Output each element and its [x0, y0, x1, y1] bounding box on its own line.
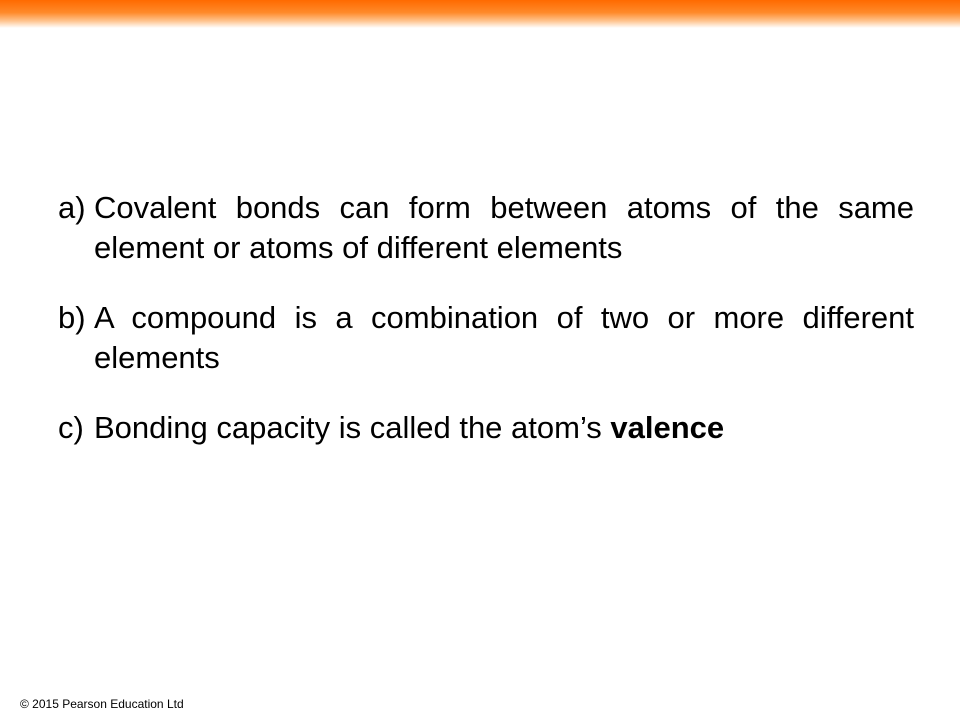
list-item-a — [58, 188, 914, 268]
copyright-footer: © 2015 Pearson Education Ltd — [20, 697, 184, 711]
list-item-b — [58, 298, 914, 378]
list-marker-c: c) — [58, 410, 84, 445]
list-text-c — [94, 408, 914, 448]
list-text-a: Covalent bonds can form between atoms of the same element or atoms of different elements — [94, 190, 914, 265]
list-marker-a: a) — [58, 190, 86, 225]
slide-content — [58, 188, 914, 478]
list-marker-b: b) — [58, 300, 86, 335]
list-text-b: A compound is a combination of two or more different elements — [94, 300, 914, 375]
list-item-c — [58, 408, 914, 448]
top-accent-band — [0, 0, 960, 28]
list-text-c-regular: Bonding capacity is called the atom’s — [94, 410, 611, 445]
keyword-valence: valence — [610, 410, 725, 445]
